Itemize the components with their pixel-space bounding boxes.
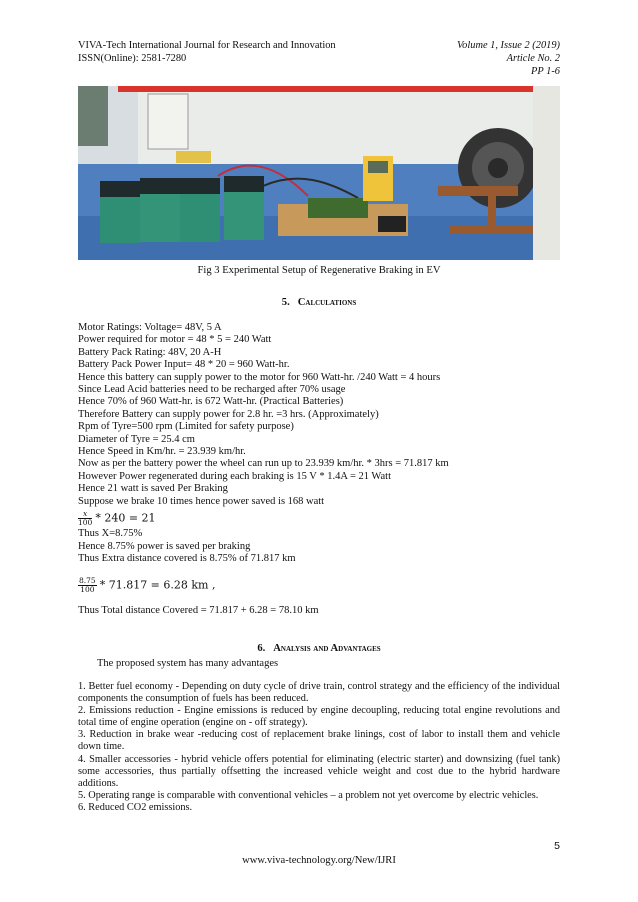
calc-line: Thus Extra distance covered is 8.75% of 71.817 km xyxy=(78,552,296,564)
calc-line: Suppose we brake 10 times hence power saved is 168 watt xyxy=(78,495,325,507)
calc-line: Now as per the battery power the wheel can run up to 23.939 km/hr. * 3hrs = 71.817 km xyxy=(78,458,449,470)
page-number: 5 xyxy=(554,840,560,852)
fraction xyxy=(78,510,92,527)
calc-line: Since Lead Acid batteries need to be recharged after 70% usage xyxy=(78,384,346,396)
footer-url: www.viva-technology.org/New/IJRI xyxy=(242,855,396,866)
article-number: Article No. 2 xyxy=(506,53,560,64)
calc-line: However Power regenerated during each braking is 15 V * 1.4A = 21 Watt xyxy=(78,470,392,482)
photo-illustration xyxy=(78,86,560,260)
experimental-setup-photo xyxy=(78,86,560,260)
list-item: 6. Reduced CO2 emissions. xyxy=(78,801,193,813)
volume-issue: Volume 1, Issue 2 (2019) xyxy=(456,40,560,51)
calc-line: Hence 8.75% power is saved per braking xyxy=(78,540,251,552)
list-item: 4. Smaller accessories - hybrid vehicle offers potential for eliminating (electric starter) and downsizing (fuel tank) some accessories, thus partially offsetting the increased vehicle weight and cost due to the hybrid hardware additions. xyxy=(78,753,560,789)
list-item: 3. Reduction in brake wear -reducing cost of replacement brake linings, cost of labor to install them and vehicle down time. xyxy=(78,729,560,753)
calc-line: Motor Ratings: Voltage= 48V, 5 A xyxy=(78,322,222,333)
calc-line: Diameter of Tyre = 25.4 cm xyxy=(78,433,195,445)
denominator: 100 xyxy=(78,518,93,528)
calc-line: Hence Speed in Km/hr. = 23.939 km/hr. xyxy=(78,446,246,458)
header-left xyxy=(78,39,336,65)
total-distance: Thus Total distance Covered = 71.817 + 6.28 = 78.10 km xyxy=(78,605,319,617)
equation-rest: * 71.817 = 6.28 km , xyxy=(99,578,216,592)
numerator: x xyxy=(78,510,92,519)
list-item: 5. Operating range is comparable with conventional vehicles – a problem not yet overcome by electric vehicles. xyxy=(78,789,539,801)
equation-1 xyxy=(78,510,560,527)
equation-rest: * 240 = 21 xyxy=(95,511,156,525)
equation-2 xyxy=(78,577,560,594)
section-6-title: Analysis and Advantages xyxy=(273,643,381,654)
issn: ISSN(Online): 2581-7280 xyxy=(78,53,187,64)
header-right xyxy=(457,39,560,78)
list-item: 1. Better fuel economy - Depending on duty cycle of drive train, control strategy and the efficiency of the individual components the consumption of fuels has been reduced. xyxy=(78,681,560,705)
numerator: 8.75 xyxy=(79,576,96,586)
fraction xyxy=(78,577,97,594)
calc-line: Hence this battery can supply power to the motor for 960 Watt-hr. /240 Watt = 4 hours xyxy=(78,371,441,383)
section-5-title: Calculations xyxy=(297,297,357,308)
calc-line: Hence 70% of 960 Watt-hr. is 672 Watt-hr. (Practical Batteries) xyxy=(78,396,344,408)
calc-line: Therefore Battery can supply power for 2.8 hr. =3 hrs. (Approximately) xyxy=(78,408,379,420)
journal-name: VIVA-Tech International Journal for Research and Innovation xyxy=(78,40,336,51)
calc-line: Battery Pack Power Input= 48 * 20 = 960 Watt-hr. xyxy=(78,359,290,371)
denominator: 100 xyxy=(80,585,95,595)
list-item: 2. Emissions reduction - Engine emissions is reduced by engine decoupling, reducing total engine revolutions and total time of engine operation (engine on - off strategy). xyxy=(78,705,560,729)
figure-caption: Fig 3 Experimental Setup of Regenerative Braking in EV xyxy=(197,265,441,276)
section-6-heading xyxy=(78,643,560,654)
calc-line: Thus X=8.75% xyxy=(78,528,143,540)
section-5-number: 5. xyxy=(281,297,290,308)
calc-line: Rpm of Tyre=500 rpm (Limited for safety purpose) xyxy=(78,421,294,433)
calculations-block xyxy=(78,322,560,618)
calc-line: Power required for motor = 48 * 5 = 240 Watt xyxy=(78,334,272,346)
section-6-intro: The proposed system has many advantages xyxy=(97,658,279,669)
page-range: PP 1-6 xyxy=(531,66,560,77)
calc-line: Battery Pack Rating: 48V, 20 A-H xyxy=(78,346,222,358)
section-6-number: 6. xyxy=(257,643,266,654)
advantages-list xyxy=(78,681,560,814)
section-5-heading xyxy=(78,297,560,308)
calc-line: Hence 21 watt is saved Per Braking xyxy=(78,483,228,495)
